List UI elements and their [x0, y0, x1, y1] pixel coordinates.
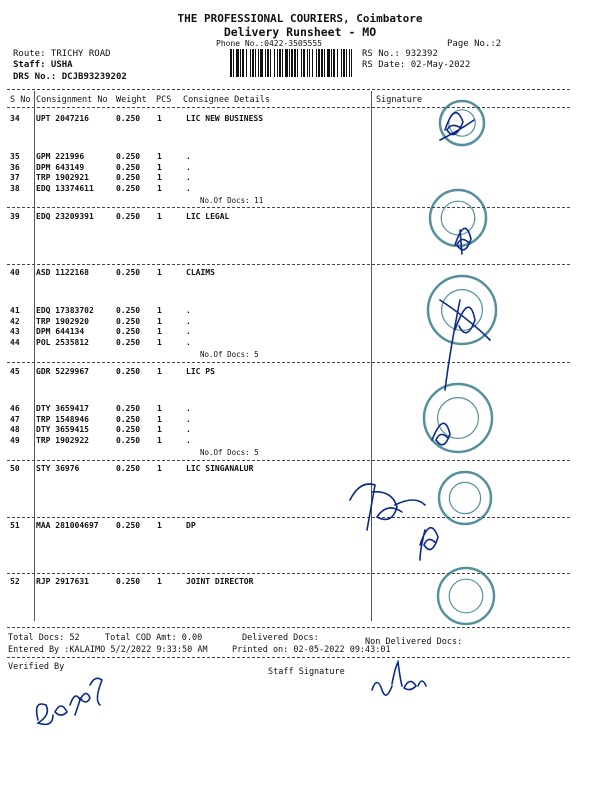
weight: 0.250: [116, 337, 141, 347]
serial-number: 50: [10, 464, 20, 473]
pieces: 1: [157, 173, 162, 182]
pieces: 1: [157, 152, 162, 161]
column-header-weight: Weight: [116, 95, 147, 105]
pieces: 1: [157, 414, 162, 424]
consignment-number: GPM 221996: [36, 152, 85, 161]
weight: 0.250: [116, 367, 141, 376]
consignee-details: CLAIMS: [186, 268, 215, 277]
consignment-number: DTY 3659417: [36, 404, 89, 413]
serial-number: 47: [10, 414, 20, 424]
serial-number: 52: [10, 577, 20, 586]
column-header-signature: Signature: [376, 95, 423, 105]
weight: 0.250: [116, 464, 141, 473]
entered-by: Entered By :KALAIMO 5/2/2022 9:33:50 AM: [8, 645, 208, 655]
serial-number: 39: [10, 212, 20, 221]
consignment-number: MAA 281004697: [36, 521, 99, 530]
consignment-number: STY 36976: [36, 464, 80, 473]
consignment-number: ASD 1122168: [36, 268, 89, 277]
serial-number: 38: [10, 183, 20, 193]
column-header-consignee: Consignee Details: [183, 95, 270, 105]
serial-number: 42: [10, 316, 20, 326]
weight: 0.250: [116, 306, 141, 315]
weight: 0.250: [116, 577, 141, 586]
serial-number: 34: [10, 114, 20, 123]
weight: 0.250: [116, 404, 141, 413]
pieces: 1: [157, 577, 162, 586]
consignment-number: DPM 643149: [36, 162, 85, 172]
consignment-number: GDR 5229967: [36, 367, 89, 376]
serial-number: 43: [10, 327, 20, 336]
consignee-details: .: [186, 327, 191, 336]
non-delivered-docs: Non Delivered Docs:: [365, 637, 463, 647]
weight: 0.250: [116, 327, 141, 336]
pieces: 1: [157, 367, 162, 376]
pieces: 1: [157, 183, 162, 193]
weight: 0.250: [116, 425, 141, 434]
rubber-stamp: [438, 568, 494, 624]
consignee-details: LIC SINGANALUR: [186, 464, 254, 473]
consignment-number: EDQ 23209391: [36, 212, 94, 221]
pieces: 1: [157, 162, 162, 172]
consignee-details: .: [186, 316, 191, 326]
rs-number: RS No.: 932392: [362, 49, 438, 59]
consignee-details: LIC LEGAL: [186, 212, 230, 221]
docs-count: No.Of Docs: 5: [200, 448, 259, 457]
staff-name: Staff: USHA: [13, 60, 73, 70]
serial-number: 44: [10, 337, 20, 347]
weight: 0.250: [116, 316, 141, 326]
serial-number: 35: [10, 152, 20, 161]
company-name: THE PROFESSIONAL COURIERS, Coimbatore: [177, 12, 423, 25]
rubber-stamp: [428, 276, 496, 344]
consignment-number: EDQ 17383702: [36, 306, 94, 315]
pieces: 1: [157, 464, 162, 473]
rubber-stamp: [424, 384, 492, 452]
pieces: 1: [157, 268, 162, 277]
consignment-number: UPT 2047216: [36, 114, 89, 123]
route: Route: TRICHY ROAD: [13, 49, 111, 59]
staff-signature-label: Staff Signature: [268, 667, 345, 677]
consignment-number: POL 2535812: [36, 337, 89, 347]
pieces: 1: [157, 114, 162, 123]
handwritten-signature: [350, 484, 425, 530]
column-header-pcs: PCS: [156, 95, 172, 105]
serial-number: 48: [10, 425, 20, 434]
phone-number: Phone No.:0422-3505555: [216, 39, 322, 48]
consignee-details: .: [186, 162, 191, 172]
page-number: Page No.:2: [447, 39, 502, 49]
weight: 0.250: [116, 268, 141, 277]
weight: 0.250: [116, 173, 141, 182]
pieces: 1: [157, 404, 162, 413]
consignment-number: DTY 3659415: [36, 425, 89, 434]
consignee-details: .: [186, 435, 191, 445]
serial-number: 40: [10, 268, 20, 277]
ink-signatures: [37, 113, 490, 725]
docs-count: No.Of Docs: 11: [200, 196, 264, 205]
consignee-details: .: [186, 306, 191, 315]
consignee-details: JOINT DIRECTOR: [186, 577, 254, 586]
weight: 0.250: [116, 212, 141, 221]
consignee-details: DP: [186, 521, 196, 530]
verified-by-signature: [37, 678, 102, 724]
handwritten-signature: [420, 528, 438, 560]
consignee-details: .: [186, 337, 191, 347]
rubber-stamp: [449, 482, 480, 513]
rubber-stamp: [438, 398, 479, 439]
pieces: 1: [157, 212, 162, 221]
weight: 0.250: [116, 162, 141, 172]
weight: 0.250: [116, 152, 141, 161]
pieces: 1: [157, 327, 162, 336]
consignment-number: RJP 2917631: [36, 577, 89, 586]
weight: 0.250: [116, 183, 141, 193]
total-docs: Total Docs: 52: [8, 633, 80, 643]
serial-number: 46: [10, 404, 20, 413]
serial-number: 49: [10, 435, 20, 445]
docs-count: No.Of Docs: 5: [200, 350, 259, 359]
verified-by-label: Verified By: [8, 662, 65, 672]
weight: 0.250: [116, 114, 141, 123]
pieces: 1: [157, 316, 162, 326]
consignee-details: .: [186, 173, 191, 182]
consignee-details: .: [186, 152, 191, 161]
consignment-number: TRP 1902921: [36, 173, 89, 182]
pieces: 1: [157, 435, 162, 445]
consignment-number: TRP 1548946: [36, 414, 89, 424]
consignee-details: .: [186, 404, 191, 413]
printed-on: Printed on: 02-05-2022 09:43:01: [232, 645, 391, 655]
serial-number: 45: [10, 367, 20, 376]
consignment-number: TRP 1902922: [36, 435, 89, 445]
rubber-stamp: [449, 579, 483, 613]
pieces: 1: [157, 337, 162, 347]
drs-number: DRS No.: DCJB93239202: [13, 72, 127, 82]
pieces: 1: [157, 425, 162, 434]
consignee-details: .: [186, 414, 191, 424]
rs-date: RS Date: 02-May-2022: [362, 60, 471, 70]
consignment-number: EDQ 13374611: [36, 183, 94, 193]
consignment-number: TRP 1902920: [36, 316, 89, 326]
serial-number: 41: [10, 306, 20, 315]
staff-signature: [372, 662, 426, 695]
handwritten-signature: [455, 228, 471, 254]
consignee-details: .: [186, 183, 191, 193]
column-header-sno: S No: [10, 95, 31, 105]
weight: 0.250: [116, 435, 141, 445]
weight: 0.250: [116, 521, 141, 530]
total-cod-amount: Total COD Amt: 0.00: [105, 633, 203, 643]
serial-number: 36: [10, 162, 20, 172]
rubber-stamp: [441, 201, 475, 235]
delivered-docs: Delivered Docs:: [242, 633, 319, 643]
pieces: 1: [157, 521, 162, 530]
serial-number: 37: [10, 173, 20, 182]
pieces: 1: [157, 306, 162, 315]
rubber-stamp: [439, 472, 491, 524]
serial-number: 51: [10, 521, 20, 530]
weight: 0.250: [116, 414, 141, 424]
consignment-number: DPM 644134: [36, 327, 85, 336]
consignee-details: LIC PS: [186, 367, 215, 376]
consignee-details: .: [186, 425, 191, 434]
column-header-consignment: Consignment No: [36, 95, 108, 105]
consignee-details: LIC NEW BUSINESS: [186, 114, 264, 123]
document-title: Delivery Runsheet - MO: [223, 25, 377, 39]
rubber-stamp: [442, 290, 483, 331]
